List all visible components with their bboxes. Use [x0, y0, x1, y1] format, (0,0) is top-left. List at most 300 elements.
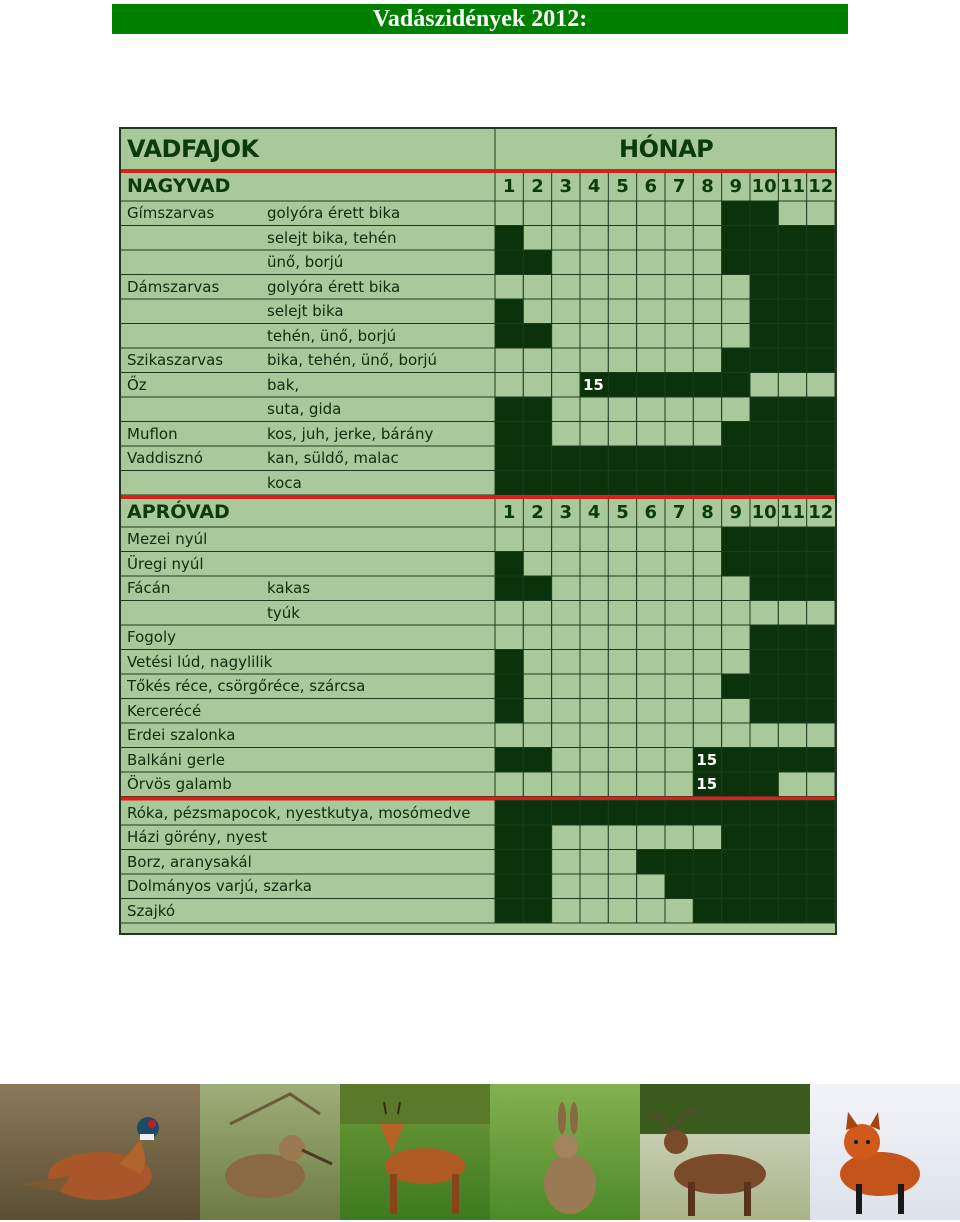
season-open-cell: [523, 446, 551, 471]
season-closed-cell: [665, 552, 693, 577]
season-open-cell: [722, 250, 750, 275]
season-closed-cell: [580, 674, 608, 699]
season-closed-cell: [693, 422, 721, 447]
season-closed-cell: [523, 527, 551, 552]
species-name: Balkáni gerle: [127, 750, 226, 769]
season-open-cell: [778, 625, 806, 650]
month-column-header: HÓNAP: [619, 135, 714, 163]
season-open-cell: [778, 552, 806, 577]
fox-photo: [810, 1084, 960, 1220]
season-open-cell: [778, 801, 806, 826]
season-closed-cell: [608, 772, 636, 797]
season-closed-cell: [637, 275, 665, 300]
season-closed-cell: [722, 723, 750, 748]
season-closed-cell: [637, 625, 665, 650]
season-closed-cell: [552, 748, 580, 773]
species-name: Vetési lúd, nagylilik: [127, 652, 273, 671]
season-open-cell: [637, 373, 665, 398]
season-closed-cell: [665, 422, 693, 447]
species-name: Örvös galamb: [127, 775, 232, 793]
season-closed-cell: [552, 699, 580, 724]
season-closed-cell: [637, 874, 665, 899]
season-open-cell: [778, 250, 806, 275]
season-open-cell: [778, 471, 806, 496]
season-open-cell: [778, 748, 806, 773]
species-column-header: VADFAJOK: [127, 135, 259, 163]
species-name: Házi görény, nyest: [127, 828, 268, 846]
month-number: 6: [644, 176, 658, 197]
season-closed-cell: [693, 201, 721, 226]
species-detail: tyúk: [267, 603, 300, 622]
section-separator: [121, 495, 835, 499]
season-open-cell: [750, 201, 778, 226]
season-closed-cell: [580, 850, 608, 875]
season-closed-cell: [552, 201, 580, 226]
season-open-cell: [552, 801, 580, 826]
season-closed-cell: [608, 527, 636, 552]
species-name: Vaddisznó: [127, 449, 203, 467]
season-open-cell: [495, 397, 523, 422]
season-closed-cell: [665, 226, 693, 251]
season-closed-cell: [693, 825, 721, 850]
season-closed-cell: [523, 674, 551, 699]
season-closed-cell: [608, 601, 636, 626]
season-open-cell: [750, 699, 778, 724]
season-closed-cell: [807, 373, 835, 398]
season-closed-cell: [523, 348, 551, 373]
season-closed-cell: [580, 601, 608, 626]
season-closed-cell: [722, 275, 750, 300]
month-number: 11: [779, 176, 806, 197]
season-open-cell: [807, 674, 835, 699]
season-closed-cell: [552, 625, 580, 650]
season-open-cell: [722, 471, 750, 496]
season-closed-cell: [523, 723, 551, 748]
hare-photo: [490, 1084, 640, 1220]
species-detail: bak,: [267, 375, 300, 394]
season-closed-cell: [693, 226, 721, 251]
season-open-cell: [495, 552, 523, 577]
season-open-cell: [807, 324, 835, 349]
season-open-cell: [750, 899, 778, 924]
season-open-cell: [722, 226, 750, 251]
season-closed-cell: [693, 723, 721, 748]
season-closed-cell: [637, 699, 665, 724]
species-name: Tőkés réce, csörgőréce, szárcsa: [127, 677, 366, 695]
season-closed-cell: [523, 650, 551, 675]
season-closed-cell: [580, 226, 608, 251]
season-open-cell: [807, 275, 835, 300]
season-closed-cell: [608, 899, 636, 924]
season-closed-cell: [608, 576, 636, 601]
season-open-cell: [807, 576, 835, 601]
month-number: 3: [559, 502, 573, 523]
month-number: 9: [729, 176, 743, 197]
season-closed-cell: [778, 373, 806, 398]
species-detail: bika, tehén, ünő, borjú: [267, 351, 437, 369]
month-number: 10: [751, 176, 777, 197]
season-open-cell: [778, 348, 806, 373]
season-open-cell: [665, 850, 693, 875]
season-closed-cell: [693, 299, 721, 324]
season-open-cell: [495, 699, 523, 724]
season-closed-cell: [637, 674, 665, 699]
season-open-cell: [722, 874, 750, 899]
season-open-cell: [722, 674, 750, 699]
season-closed-cell: [665, 825, 693, 850]
season-closed-cell: [552, 850, 580, 875]
season-open-cell: [750, 625, 778, 650]
season-open-cell: [750, 772, 778, 797]
season-open-cell: [665, 373, 693, 398]
season-start-day: 15: [696, 750, 718, 769]
season-closed-cell: [637, 772, 665, 797]
season-open-cell: [495, 899, 523, 924]
pheasant-photo: [0, 1084, 200, 1220]
species-detail: koca: [267, 473, 302, 492]
season-closed-cell: [523, 699, 551, 724]
season-open-cell: [807, 422, 835, 447]
season-closed-cell: [722, 324, 750, 349]
season-open-cell: [495, 850, 523, 875]
month-number: 7: [672, 502, 686, 523]
season-closed-cell: [637, 825, 665, 850]
species-name: Borz, aranysakál: [127, 852, 252, 871]
season-open-cell: [580, 446, 608, 471]
season-closed-cell: [552, 552, 580, 577]
season-closed-cell: [693, 348, 721, 373]
season-closed-cell: [693, 250, 721, 275]
month-number: 3: [559, 176, 573, 197]
season-closed-cell: [552, 601, 580, 626]
season-open-cell: [495, 446, 523, 471]
species-detail: kos, juh, jerke, bárány: [267, 424, 434, 443]
season-open-cell: [778, 275, 806, 300]
season-open-cell: [722, 552, 750, 577]
season-open-cell: [807, 748, 835, 773]
season-closed-cell: [665, 601, 693, 626]
species-name: Fácán: [127, 579, 171, 597]
season-open-cell: [750, 299, 778, 324]
season-open-cell: [807, 874, 835, 899]
season-open-cell: [750, 471, 778, 496]
season-open-cell: [523, 825, 551, 850]
species-name: Gímszarvas: [127, 204, 215, 222]
season-closed-cell: [580, 397, 608, 422]
season-start-day: 15: [583, 375, 604, 394]
season-closed-cell: [665, 201, 693, 226]
season-closed-cell: [523, 275, 551, 300]
season-closed-cell: [665, 527, 693, 552]
section-separator: [121, 169, 835, 173]
season-closed-cell: [722, 650, 750, 675]
season-open-cell: [750, 275, 778, 300]
season-closed-cell: [665, 625, 693, 650]
season-open-cell: [807, 446, 835, 471]
season-closed-cell: [552, 650, 580, 675]
month-number: 1: [502, 176, 516, 197]
roe-deer-photo: [340, 1084, 490, 1220]
season-closed-cell: [637, 723, 665, 748]
season-closed-cell: [665, 699, 693, 724]
month-number: 12: [808, 176, 834, 197]
season-closed-cell: [637, 299, 665, 324]
season-closed-cell: [523, 552, 551, 577]
species-detail: ünő, borjú: [267, 253, 344, 271]
season-closed-cell: [608, 874, 636, 899]
season-closed-cell: [693, 674, 721, 699]
season-open-cell: [778, 699, 806, 724]
season-open-cell: [750, 422, 778, 447]
season-closed-cell: [580, 772, 608, 797]
season-open-cell: [637, 471, 665, 496]
season-open-cell: [693, 373, 721, 398]
season-closed-cell: [580, 275, 608, 300]
season-open-cell: [807, 250, 835, 275]
season-open-cell: [750, 324, 778, 349]
season-closed-cell: [608, 723, 636, 748]
season-closed-cell: [750, 373, 778, 398]
season-open-cell: [580, 801, 608, 826]
season-open-cell: [495, 299, 523, 324]
season-closed-cell: [608, 226, 636, 251]
season-closed-cell: [693, 527, 721, 552]
season-open-cell: [665, 874, 693, 899]
season-closed-cell: [552, 527, 580, 552]
season-open-cell: [495, 471, 523, 496]
season-closed-cell: [693, 397, 721, 422]
season-closed-cell: [807, 201, 835, 226]
species-detail: selejt bika: [267, 302, 344, 320]
season-closed-cell: [665, 250, 693, 275]
season-closed-cell: [807, 772, 835, 797]
season-closed-cell: [722, 576, 750, 601]
section-label: APRÓVAD: [127, 501, 230, 523]
season-closed-cell: [665, 576, 693, 601]
month-number: 2: [531, 176, 544, 197]
season-closed-cell: [637, 748, 665, 773]
season-closed-cell: [693, 275, 721, 300]
season-closed-cell: [552, 899, 580, 924]
species-detail: kan, süldő, malac: [267, 449, 399, 467]
season-open-cell: [495, 324, 523, 349]
season-closed-cell: [495, 201, 523, 226]
season-open-cell: [523, 397, 551, 422]
season-open-cell: [750, 348, 778, 373]
season-closed-cell: [552, 397, 580, 422]
month-number: 10: [751, 502, 777, 523]
season-closed-cell: [637, 250, 665, 275]
season-open-cell: [665, 471, 693, 496]
season-closed-cell: [693, 324, 721, 349]
season-open-cell: [778, 899, 806, 924]
season-closed-cell: [580, 874, 608, 899]
season-open-cell: [722, 748, 750, 773]
season-open-cell: [523, 250, 551, 275]
season-open-cell: [750, 674, 778, 699]
season-closed-cell: [552, 324, 580, 349]
season-open-cell: [523, 874, 551, 899]
species-name: Fogoly: [127, 628, 177, 646]
season-closed-cell: [580, 650, 608, 675]
season-open-cell: [523, 422, 551, 447]
season-closed-cell: [778, 723, 806, 748]
season-closed-cell: [637, 527, 665, 552]
season-open-cell: [637, 446, 665, 471]
season-open-cell: [778, 874, 806, 899]
season-open-cell: [523, 899, 551, 924]
season-closed-cell: [495, 373, 523, 398]
season-closed-cell: [608, 625, 636, 650]
season-open-cell: [552, 471, 580, 496]
season-closed-cell: [580, 748, 608, 773]
species-name: Üregi nyúl: [127, 554, 204, 573]
season-closed-cell: [693, 650, 721, 675]
month-number: 9: [729, 502, 743, 523]
hunting-season-table: [119, 127, 837, 935]
season-open-cell: [807, 801, 835, 826]
season-closed-cell: [608, 422, 636, 447]
season-closed-cell: [523, 299, 551, 324]
season-open-cell: [778, 299, 806, 324]
season-closed-cell: [580, 576, 608, 601]
season-closed-cell: [495, 625, 523, 650]
season-open-cell: [693, 850, 721, 875]
season-open-cell: [750, 226, 778, 251]
season-closed-cell: [552, 576, 580, 601]
season-closed-cell: [495, 772, 523, 797]
season-open-cell: [495, 250, 523, 275]
season-open-cell: [693, 471, 721, 496]
species-name: Mezei nyúl: [127, 530, 208, 548]
season-closed-cell: [722, 699, 750, 724]
season-open-cell: [807, 899, 835, 924]
season-closed-cell: [495, 275, 523, 300]
season-closed-cell: [580, 552, 608, 577]
season-closed-cell: [552, 825, 580, 850]
season-open-cell: [750, 446, 778, 471]
species-name: Őz: [127, 375, 147, 394]
species-name: Erdei szalonka: [127, 726, 236, 744]
season-open-cell: [778, 825, 806, 850]
month-number: 4: [587, 502, 601, 523]
season-closed-cell: [722, 601, 750, 626]
season-closed-cell: [608, 397, 636, 422]
season-open-cell: [807, 850, 835, 875]
season-closed-cell: [637, 650, 665, 675]
season-closed-cell: [552, 674, 580, 699]
season-closed-cell: [608, 299, 636, 324]
season-closed-cell: [693, 576, 721, 601]
season-closed-cell: [523, 772, 551, 797]
season-open-cell: [778, 527, 806, 552]
season-closed-cell: [637, 397, 665, 422]
month-number: 7: [672, 176, 686, 197]
season-closed-cell: [665, 899, 693, 924]
month-number: 6: [644, 502, 658, 523]
season-closed-cell: [580, 348, 608, 373]
photo-strip-art: [0, 1084, 960, 1220]
season-closed-cell: [552, 275, 580, 300]
season-open-cell: [778, 650, 806, 675]
species-detail: suta, gida: [267, 400, 342, 418]
section-label: NAGYVAD: [127, 175, 231, 197]
season-closed-cell: [665, 397, 693, 422]
season-open-cell: [495, 576, 523, 601]
season-open-cell: [778, 576, 806, 601]
season-closed-cell: [750, 723, 778, 748]
season-open-cell: [807, 825, 835, 850]
season-open-cell: [722, 422, 750, 447]
season-closed-cell: [608, 650, 636, 675]
season-open-cell: [722, 825, 750, 850]
season-closed-cell: [693, 699, 721, 724]
season-closed-cell: [552, 226, 580, 251]
month-number: 4: [587, 176, 601, 197]
month-number: 2: [531, 502, 544, 523]
season-open-cell: [608, 373, 636, 398]
season-open-cell: [495, 874, 523, 899]
season-closed-cell: [693, 552, 721, 577]
species-name: Muflon: [127, 424, 178, 443]
season-closed-cell: [580, 825, 608, 850]
season-open-cell: [523, 748, 551, 773]
season-closed-cell: [608, 552, 636, 577]
season-open-cell: [807, 552, 835, 577]
species-detail: selejt bika, tehén: [267, 228, 397, 247]
season-closed-cell: [637, 899, 665, 924]
season-closed-cell: [552, 348, 580, 373]
season-open-cell: [608, 446, 636, 471]
season-closed-cell: [580, 201, 608, 226]
season-closed-cell: [523, 201, 551, 226]
season-closed-cell: [637, 324, 665, 349]
season-closed-cell: [608, 748, 636, 773]
season-open-cell: [750, 576, 778, 601]
season-open-cell: [778, 226, 806, 251]
season-open-cell: [750, 250, 778, 275]
season-open-cell: [523, 324, 551, 349]
season-open-cell: [693, 874, 721, 899]
season-closed-cell: [637, 576, 665, 601]
season-closed-cell: [580, 723, 608, 748]
season-closed-cell: [552, 299, 580, 324]
season-open-cell: [722, 527, 750, 552]
season-open-cell: [750, 552, 778, 577]
season-open-cell: [807, 397, 835, 422]
season-open-cell: [523, 576, 551, 601]
season-closed-cell: [778, 201, 806, 226]
season-closed-cell: [665, 772, 693, 797]
season-open-cell: [495, 422, 523, 447]
season-open-cell: [807, 650, 835, 675]
season-open-cell: [665, 446, 693, 471]
season-open-cell: [778, 446, 806, 471]
season-open-cell: [807, 527, 835, 552]
season-closed-cell: [608, 348, 636, 373]
season-open-cell: [552, 446, 580, 471]
season-closed-cell: [552, 723, 580, 748]
wildlife-photo-strip: [0, 1084, 960, 1220]
month-number: 12: [808, 502, 834, 523]
species-name: Szikaszarvas: [127, 351, 224, 369]
season-open-cell: [495, 226, 523, 251]
season-open-cell: [807, 299, 835, 324]
season-closed-cell: [552, 874, 580, 899]
season-open-cell: [750, 801, 778, 826]
season-open-cell: [495, 801, 523, 826]
species-detail: golyóra érett bika: [267, 204, 401, 222]
